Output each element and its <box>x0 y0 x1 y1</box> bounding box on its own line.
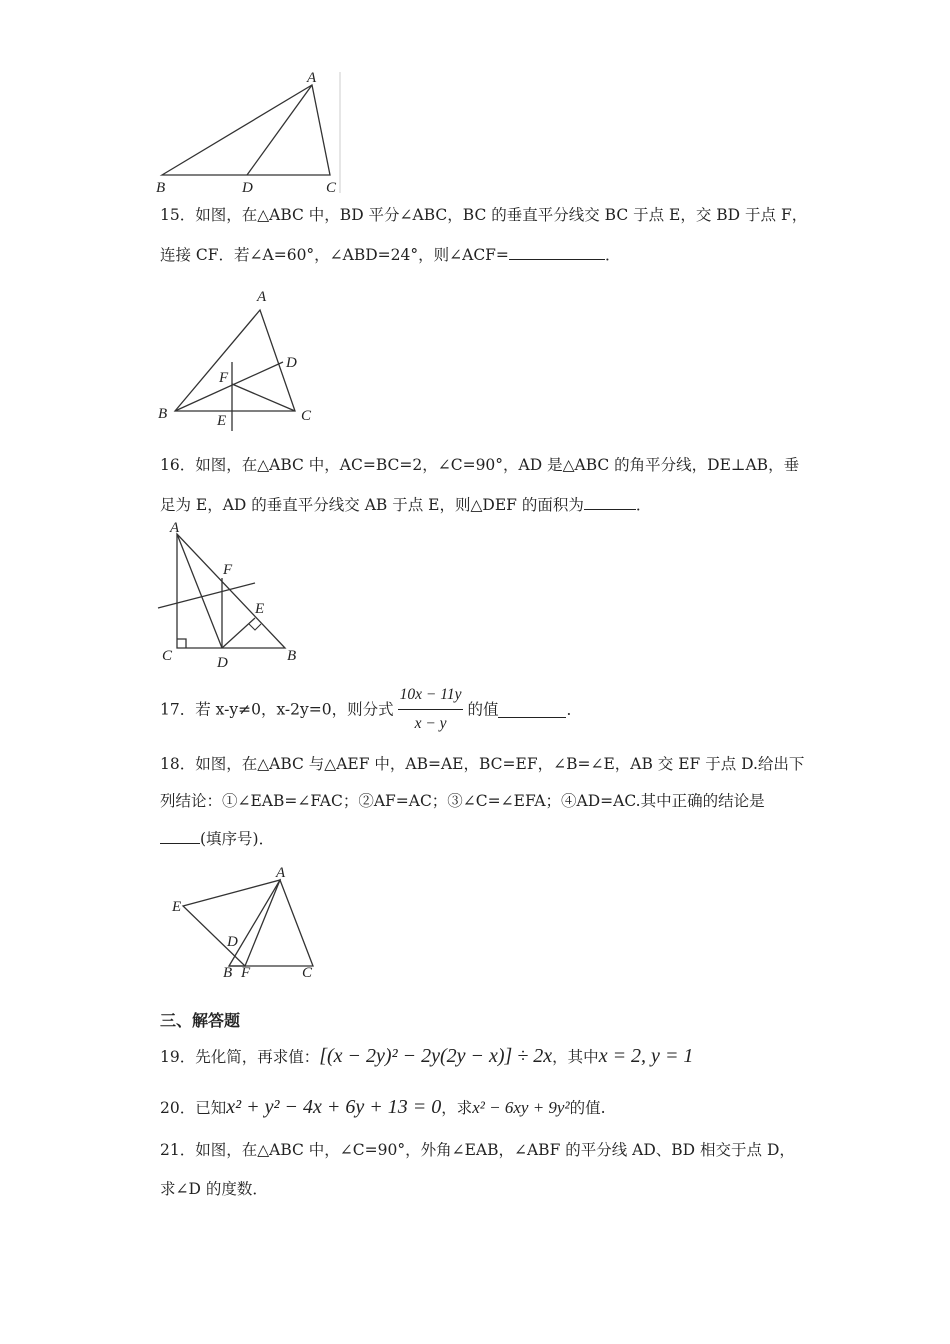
q17-answer-blank[interactable] <box>498 701 566 718</box>
q18-line1: 18．如图，在△ABC 与△AEF 中，AB=AE，BC=EF，∠B=∠E，AB 交 EF 于点 D.给出下 <box>160 755 805 773</box>
segment-cf <box>232 384 295 411</box>
q21-line2: 求∠D 的度数． <box>160 1180 268 1198</box>
q20-prefix: 20．已知 <box>160 1099 227 1117</box>
segment-ad <box>177 534 222 648</box>
q20-middle: ，求 <box>441 1099 473 1117</box>
q16-line2 <box>160 493 651 516</box>
q19-expression: [(x − 2y)² − 2y(2y − x)] ÷ 2x <box>319 1045 553 1067</box>
q17-fraction <box>398 683 464 736</box>
q19-condition: x = 2, y = 1 <box>598 1045 694 1067</box>
q17-end: ． <box>566 700 582 719</box>
label-a: A <box>257 289 267 305</box>
figure-14-triangle <box>150 68 350 198</box>
q17-numerator: 10x − 11y <box>398 683 464 710</box>
label-e: E <box>217 413 227 429</box>
triangle-abc <box>162 85 330 175</box>
q19-prefix: 19．先化简，再求值： <box>160 1048 320 1066</box>
q20-line <box>160 1094 606 1121</box>
q16-line2-text: 足为 E，AD 的垂直平分线交 AB 于点 E，则△DEF 的面积为 <box>160 496 584 514</box>
label-f: F <box>241 965 251 981</box>
label-a: A <box>170 520 180 536</box>
segment-ad <box>247 85 312 175</box>
q15-line1: 15．如图，在△ABC 中，BD 平分∠ABC，BC 的垂直平分线交 BC 于点 E，交 BD 于点 F， <box>160 206 808 224</box>
label-e: E <box>255 601 265 617</box>
label-c: C <box>301 408 312 424</box>
label-e: E <box>172 899 182 915</box>
label-d: D <box>227 934 238 950</box>
q15-line2 <box>160 243 620 266</box>
q17-suffix: 的值 <box>467 700 499 719</box>
triangle-abc <box>229 880 313 966</box>
q17-denominator: x − y <box>414 715 447 732</box>
q16-line1: 16．如图，在△ABC 中，AC=BC=2，∠C=90°，AD 是△ABC 的角平分线，DE⊥AB，垂 <box>160 456 800 474</box>
label-b: B <box>158 406 168 422</box>
label-a: A <box>276 865 286 881</box>
q16-end: ． <box>635 496 652 514</box>
q15-line2-text: 连接 CF．若∠A=60°，∠ABD=24°，则∠ACF= <box>160 246 509 264</box>
perpendicular-bisector <box>158 583 255 608</box>
label-c: C <box>302 965 313 981</box>
label-f: F <box>223 562 233 578</box>
q18-line2: 列结论：①∠EAB=∠FAC；②AF=AC；③∠C=∠EFA；④AD=AC.其中正确的结论是 <box>160 792 765 810</box>
q18-line3-text: (填序号)． <box>200 830 275 848</box>
label-f: F <box>219 370 229 386</box>
triangle-aef <box>183 880 280 966</box>
label-d: D <box>286 355 297 371</box>
q18-answer-blank[interactable] <box>160 827 200 844</box>
figure-15-triangle <box>155 285 325 435</box>
figure-18-triangles <box>165 862 335 982</box>
segment-bd <box>175 362 283 411</box>
figure-16-right-triangle <box>155 518 315 673</box>
q17-prefix: 17．若 x-y≠0，x-2y=0，则分式 <box>160 700 394 719</box>
segment-de <box>222 618 255 648</box>
q20-suffix: 的值. <box>569 1099 606 1117</box>
label-b: B <box>223 965 233 981</box>
q16-answer-blank[interactable] <box>584 493 636 510</box>
triangle-abc <box>175 310 295 411</box>
q17-line <box>160 683 582 736</box>
triangle-abc <box>177 534 285 648</box>
right-angle-mark-c <box>177 639 186 648</box>
label-a: A <box>307 70 317 86</box>
q19-suffix: ，其中 <box>552 1048 599 1066</box>
q15-end: ． <box>604 246 621 264</box>
q20-target: x² − 6xy + 9y² <box>472 1098 570 1117</box>
q18-line3 <box>160 827 274 850</box>
right-angle-mark-e <box>249 624 261 630</box>
label-c: C <box>326 180 337 196</box>
label-b: B <box>287 648 297 664</box>
q19-line <box>160 1043 693 1070</box>
label-c: C <box>162 648 173 664</box>
label-d: D <box>217 655 228 671</box>
section-3-title: 三、解答题 <box>160 1011 241 1030</box>
q21-line1: 21．如图，在△ABC 中，∠C=90°，外角∠EAB，∠ABF 的平分线 AD、BD 相交于点 D， <box>160 1141 795 1159</box>
label-b: B <box>156 180 166 196</box>
q20-equation: x² + y² − 4x + 6y + 13 = 0 <box>226 1096 442 1118</box>
q15-answer-blank[interactable] <box>509 243 605 260</box>
label-d: D <box>242 180 253 196</box>
